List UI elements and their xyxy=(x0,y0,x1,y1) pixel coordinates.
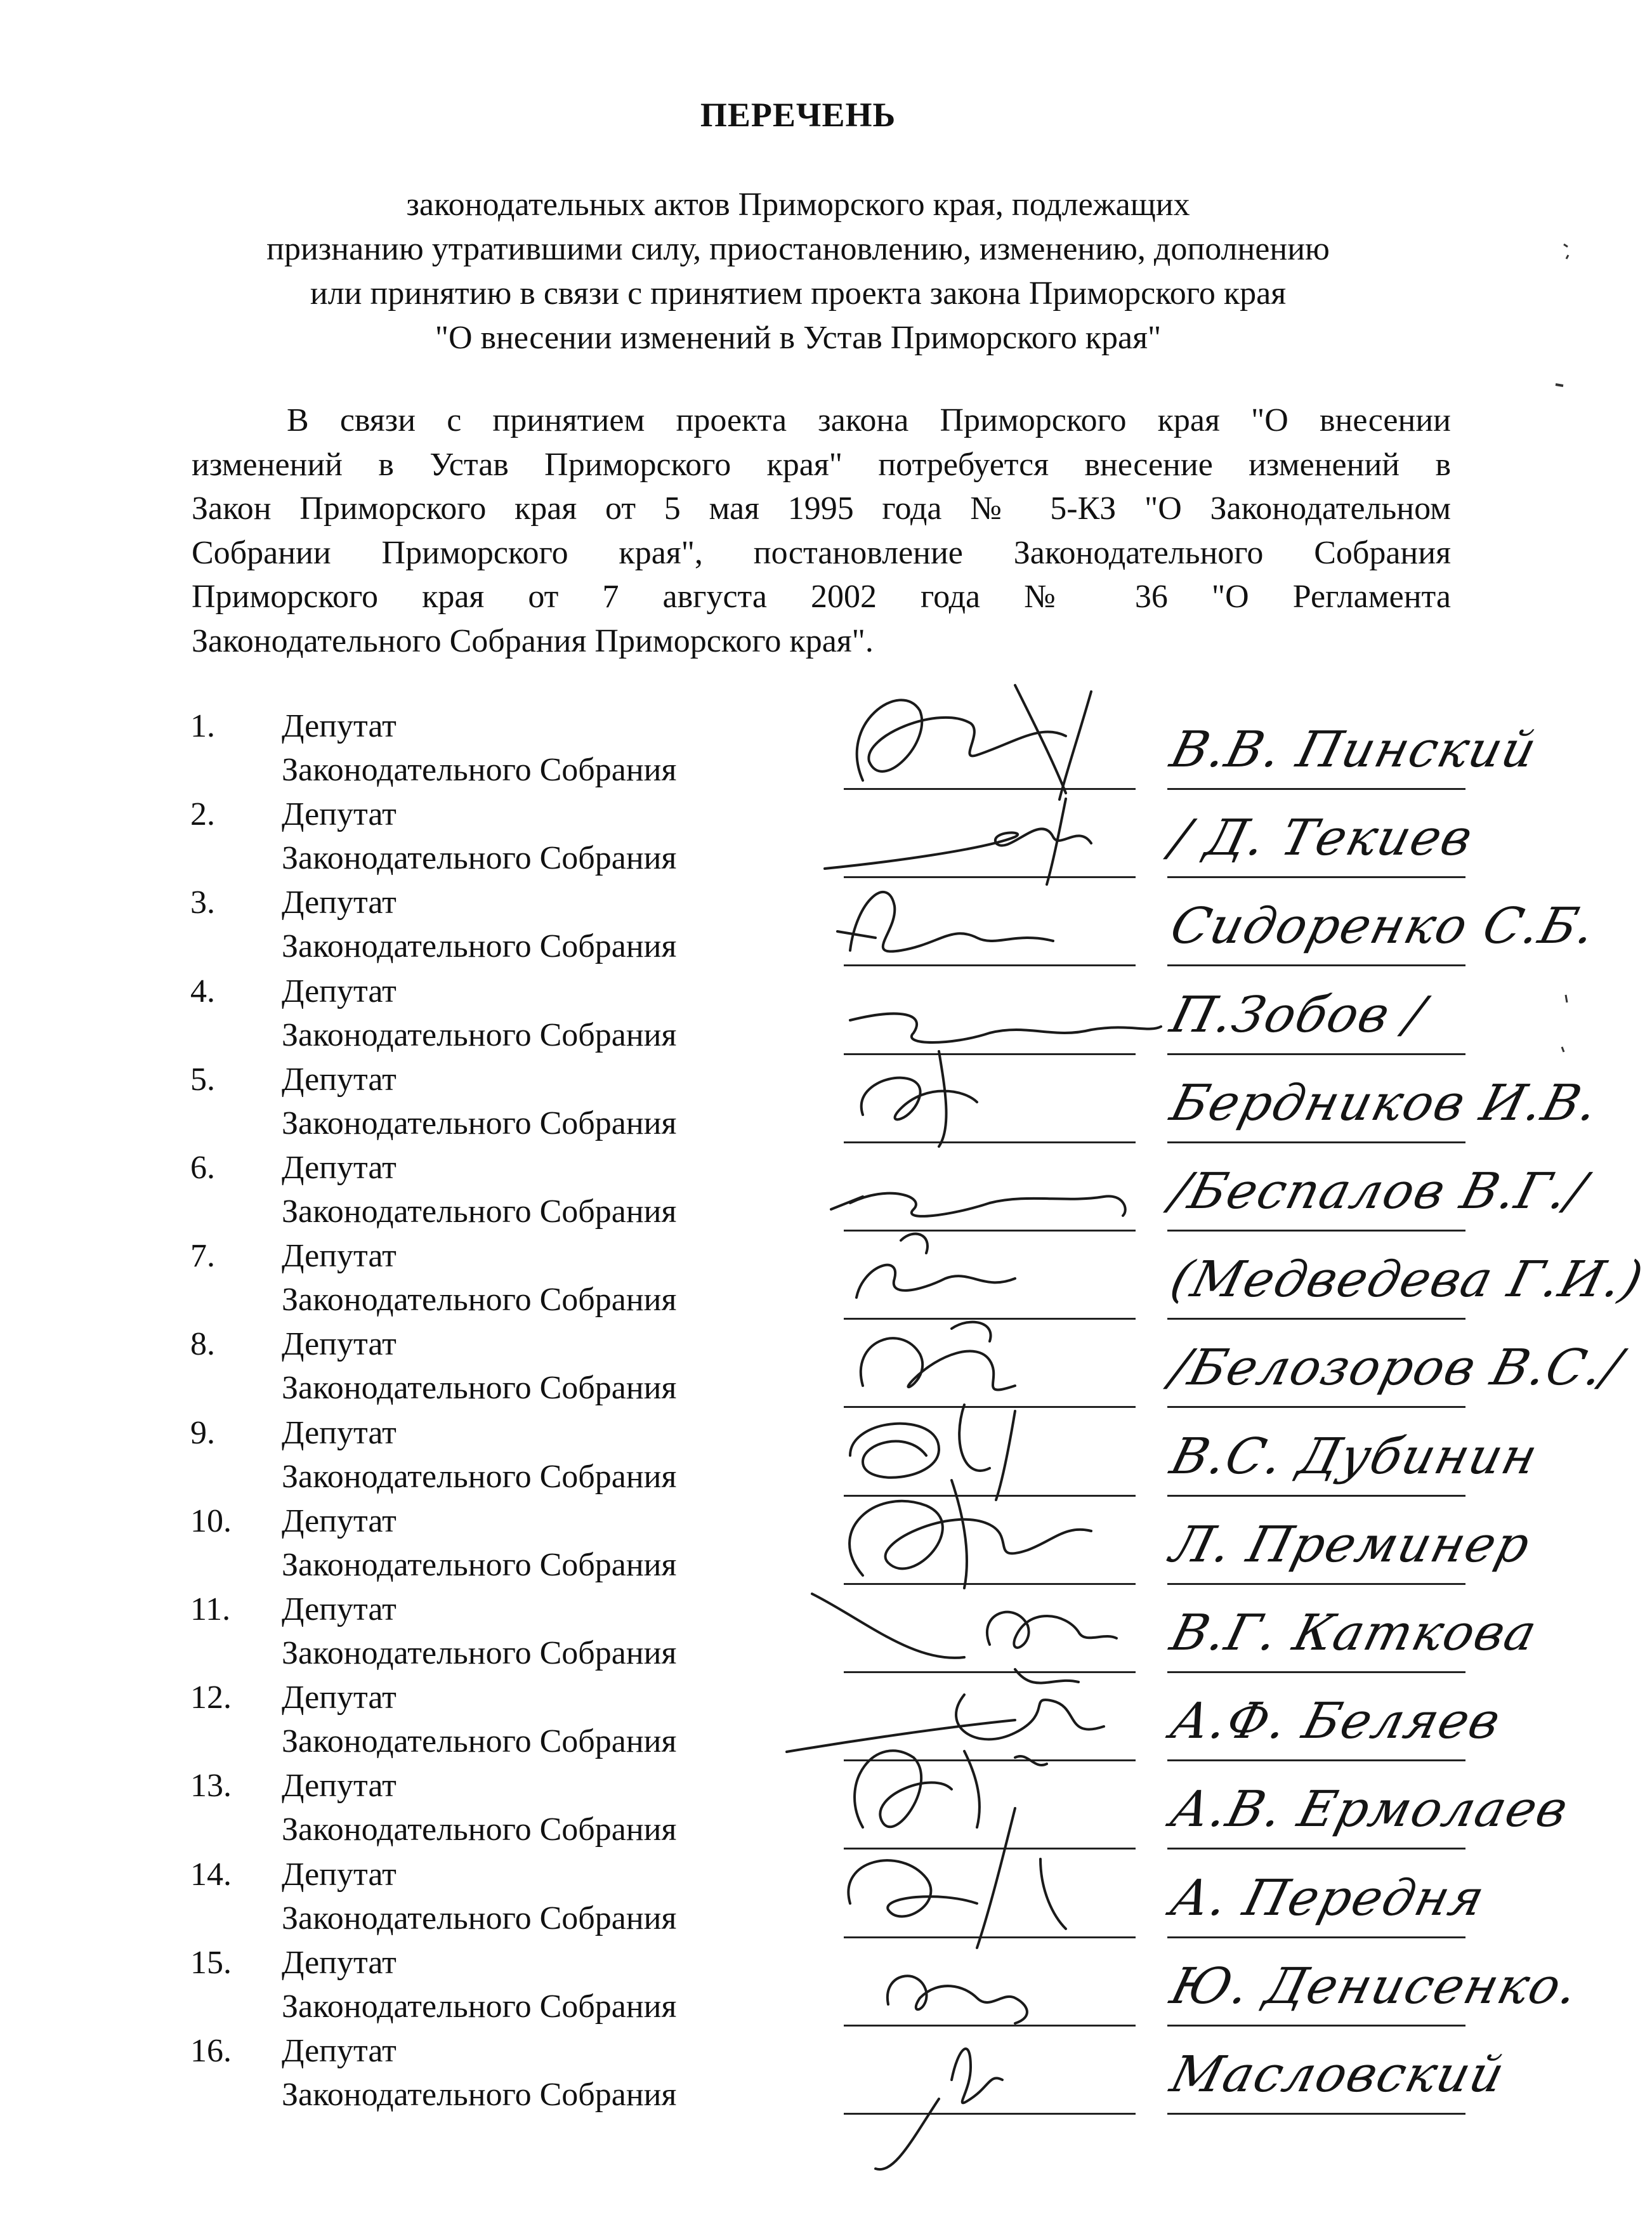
signer-role: Депутат xyxy=(282,1945,397,1981)
signer-body: Законодательного Собрания xyxy=(282,1370,677,1406)
handwritten-name: В.В. Пинский xyxy=(1165,721,1544,779)
handwritten-name: В.С. Дубинин xyxy=(1165,1428,1544,1485)
signer-number: 9. xyxy=(190,1415,215,1451)
signer-body: Законодательного Собрания xyxy=(282,1900,677,1936)
body-line: В связи с принятием проекта закона Приморского края "О внесении xyxy=(287,402,1451,438)
signer-number: 1. xyxy=(190,708,215,744)
signer-body: Законодательного Собрания xyxy=(282,1193,677,1230)
body-line: изменений в Устав Приморского края" потребуется внесение изменений в xyxy=(192,446,1451,483)
signer-body: Законодательного Собрания xyxy=(282,752,677,788)
signer-row xyxy=(0,1587,1596,1676)
signer-role: Депутат xyxy=(282,1856,397,1893)
document-subtitle xyxy=(0,183,1596,360)
signer-role: Депутат xyxy=(282,1591,397,1627)
handwritten-name: Ю. Денисенко. xyxy=(1165,1958,1585,2015)
signer-row xyxy=(0,1322,1629,1410)
signer-row xyxy=(0,1676,1596,1764)
handwritten-name: (Медведева Г.И.) xyxy=(1165,1251,1650,1308)
signer-role: Депутат xyxy=(282,1679,397,1716)
signer-role: Депутат xyxy=(282,1150,397,1186)
signer-number: 8. xyxy=(190,1326,215,1362)
signer-row xyxy=(0,1941,1596,2029)
signer-row xyxy=(0,1764,1596,1852)
body-paragraph xyxy=(192,398,1451,663)
signer-body: Законодательного Собрания xyxy=(282,2077,677,2113)
signer-body: Законодательного Собрания xyxy=(282,1459,677,1495)
signer-body: Законодательного Собрания xyxy=(282,1988,677,2025)
signer-row xyxy=(0,1411,1596,1499)
subtitle-line: или принятию в связи с принятием проекта закона Приморского края xyxy=(310,275,1287,312)
handwritten-name: /Белозоров В.С./ xyxy=(1165,1339,1629,1396)
signer-number: 16. xyxy=(190,2033,232,2069)
signer-role: Депутат xyxy=(282,708,397,744)
signer-row xyxy=(0,881,1603,969)
signer-row xyxy=(0,1146,1596,1234)
signer-number: 6. xyxy=(190,1150,215,1186)
signer-role: Депутат xyxy=(282,1415,397,1451)
handwritten-name: Сидоренко С.Б. xyxy=(1165,898,1603,955)
signer-role: Депутат xyxy=(282,2033,397,2069)
signer-row xyxy=(0,704,1596,792)
body-line: Собрании Приморского края", постановление Законодательного Собрания xyxy=(192,534,1451,571)
signer-number: 10. xyxy=(190,1503,232,1539)
signer-number: 12. xyxy=(190,1679,232,1716)
document-title: ПЕРЕЧЕНЬ xyxy=(700,96,896,134)
handwritten-name: А. Передня xyxy=(1165,1870,1491,1927)
signer-role: Депутат xyxy=(282,884,397,921)
signer-number: 11. xyxy=(190,1591,231,1627)
signer-role: Депутат xyxy=(282,1061,397,1098)
signer-body: Законодательного Собрания xyxy=(282,1811,677,1848)
signer-row xyxy=(0,1234,1650,1322)
signer-number: 4. xyxy=(190,973,215,1009)
signer-role: Депутат xyxy=(282,796,397,832)
signer-body: Законодательного Собрания xyxy=(282,1635,677,1671)
signer-role: Депутат xyxy=(282,973,397,1009)
signer-role: Депутат xyxy=(282,1326,397,1362)
signer-role: Депутат xyxy=(282,1238,397,1274)
signer-row xyxy=(0,1499,1596,1587)
signer-row xyxy=(0,2029,1596,2117)
signer-row xyxy=(0,792,1596,881)
body-line: Законодательного Собрания Приморского края". xyxy=(192,622,874,659)
handwritten-name: П.Зобов / xyxy=(1165,987,1432,1044)
handwritten-name: Л. Преминер xyxy=(1165,1516,1537,1574)
subtitle-line: "О внесении изменений в Устав Приморского края" xyxy=(435,320,1162,356)
handwritten-name: Бердников И.В. xyxy=(1165,1075,1605,1132)
signer-row xyxy=(0,1853,1596,1941)
handwritten-name: А.Ф. Беляев xyxy=(1165,1693,1507,1750)
signer-body: Законодательного Собрания xyxy=(282,1282,677,1318)
signer-role: Депутат xyxy=(282,1768,397,1804)
signer-number: 13. xyxy=(190,1768,232,1804)
subtitle-line: законодательных актов Приморского края, подлежащих xyxy=(406,187,1190,223)
signer-body: Законодательного Собрания xyxy=(282,1547,677,1583)
handwritten-name: В.Г. Каткова xyxy=(1165,1605,1544,1662)
signer-row xyxy=(0,1058,1605,1146)
handwritten-name: / Д. Текиев xyxy=(1165,810,1479,867)
signer-role: Депутат xyxy=(282,1503,397,1539)
handwritten-signature xyxy=(825,2010,1155,2121)
signer-row xyxy=(0,969,1596,1058)
signer-body: Законодательного Собрания xyxy=(282,840,677,876)
signer-number: 7. xyxy=(190,1238,215,1274)
handwritten-name: Масловский xyxy=(1165,2046,1511,2103)
handwritten-name: А.В. Ермолаев xyxy=(1165,1781,1575,1838)
body-line: Закон Приморского края от 5 мая 1995 года № 5-КЗ "О Законодательном xyxy=(192,490,1451,527)
handwritten-name: /Беспалов В.Г./ xyxy=(1165,1163,1593,1220)
signer-number: 14. xyxy=(190,1856,232,1893)
signer-body: Законодательного Собрания xyxy=(282,1723,677,1759)
body-line: Приморского края от 7 августа 2002 года № 36 "О Регламента xyxy=(192,579,1451,615)
signer-body: Законодательного Собрания xyxy=(282,1105,677,1141)
signer-number: 2. xyxy=(190,796,215,832)
signer-body: Законодательного Собрания xyxy=(282,928,677,964)
signer-body: Законодательного Собрания xyxy=(282,1017,677,1053)
subtitle-line: признанию утратившими силу, приостановлению, изменению, дополнению xyxy=(266,231,1330,267)
signer-number: 5. xyxy=(190,1061,215,1098)
signer-number: 3. xyxy=(190,884,215,921)
signer-number: 15. xyxy=(190,1945,232,1981)
